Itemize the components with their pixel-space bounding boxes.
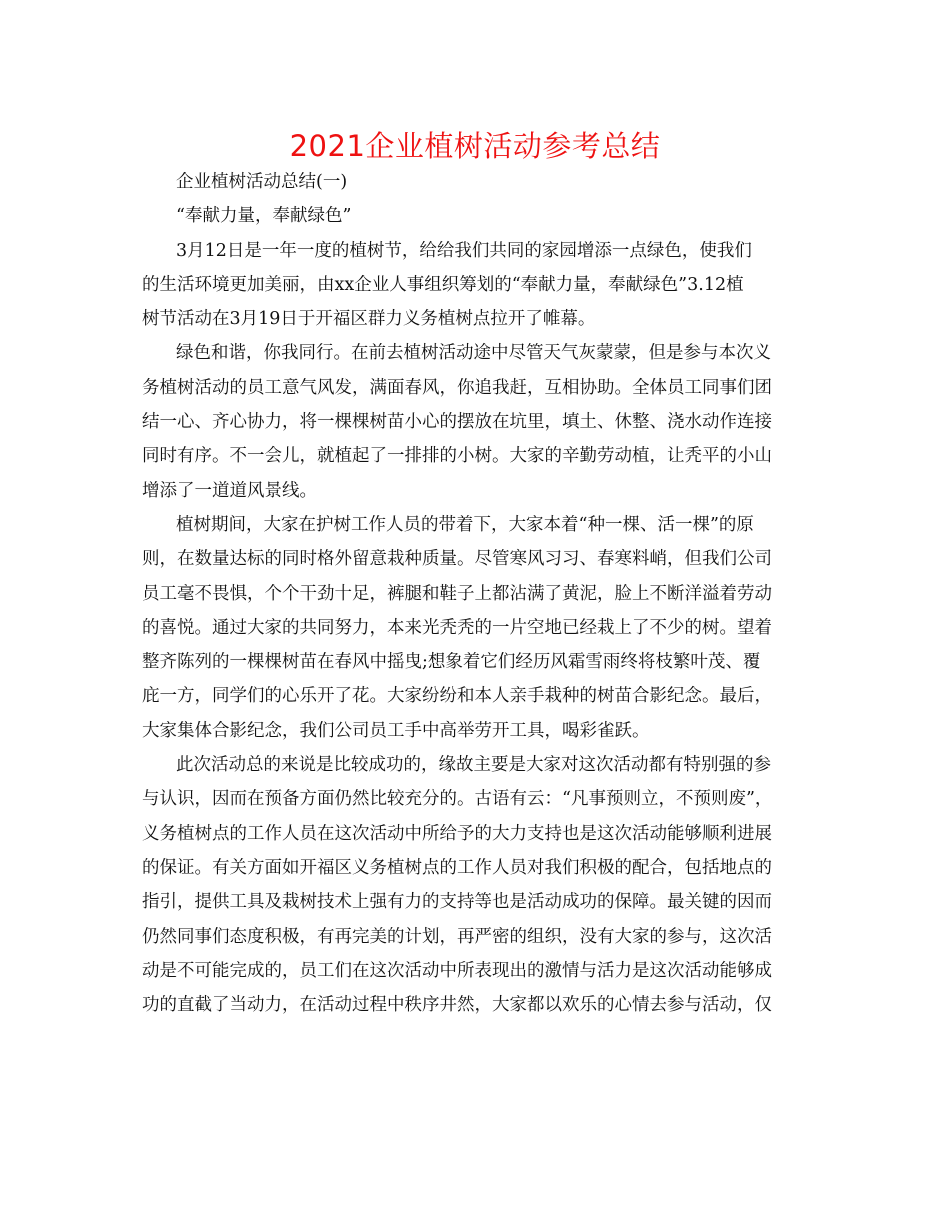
text-line: 企业植树活动总结(一) <box>176 172 348 192</box>
text-line: 同时有序。不一会儿，就植起了一排排的小树。大家的辛勤劳动植，让秃平的小山 <box>142 446 772 467</box>
document-title: 2021企业植树活动参考总结 <box>289 129 661 163</box>
text-line: 则，在数量达标的同时格外留意栽种质量。尽管寒风习习、春寒料峭，但我们公司 <box>142 549 772 570</box>
text-line: 的喜悦。通过大家的共同努力，本来光秃秃的一片空地已经栽上了不少的树。望着 <box>142 617 772 638</box>
text-line: “奉献力量，奉献绿色” <box>176 206 352 227</box>
text-line: 与认识，因而在预备方面仍然比较充分的。古语有云：“凡事预则立，不预则废”， <box>142 789 773 810</box>
text-line: 增添了一道道风景线。 <box>142 480 317 501</box>
text-line: 务植树活动的员工意气风发，满面春风，你追我赶，互相协助。全体员工同事们团 <box>142 377 772 398</box>
text-line: 树节活动在3月19日于开福区群力义务植树点拉开了帷幕。 <box>142 309 596 330</box>
text-line: 植树期间，大家在护树工作人员的带着下，大家本着“种一棵、活一棵”的原 <box>176 514 754 535</box>
text-line: 动是不可能完成的，员工们在这次活动中所表现出的激情与活力是这次活动能够成 <box>142 960 772 981</box>
document-body <box>142 165 812 1022</box>
text-line: 3月12日是一年一度的植树节，给给我们共同的家园增添一点绿色，使我们 <box>176 240 752 261</box>
text-line: 员工毫不畏惧，个个干劲十足，裤腿和鞋子上都沾满了黄泥，脸上不断洋溢着劳动 <box>142 583 772 604</box>
text-line: 功的直截了当动力，在活动过程中秩序井然，大家都以欢乐的心情去参与活动，仅 <box>142 995 772 1016</box>
text-line: 指引，提供工具及栽树技术上强有力的支持等也是活动成功的保障。最关键的因而 <box>142 892 772 913</box>
text-line: 的保证。有关方面如开福区义务植树点的工作人员对我们积极的配合，包括地点的 <box>142 857 772 878</box>
text-line: 大家集体合影纪念，我们公司员工手中高举劳开工具，喝彩雀跃。 <box>142 720 650 741</box>
text-line: 绿色和谐，你我同行。在前去植树活动途中尽管天气灰蒙蒙，但是参与本次义 <box>176 343 771 364</box>
text-line: 仍然同事们态度积极，有再完美的计划，再严密的组织，没有大家的参与，这次活 <box>142 926 772 947</box>
text-line: 结一心、齐心协力，将一棵棵树苗小心的摆放在坑里，填土、休整、浇水动作连接 <box>142 412 772 433</box>
text-line: 此次活动总的来说是比较成功的，缘故主要是大家对这次活动都有特别强的参 <box>176 755 771 776</box>
text-line: 义务植树点的工作人员在这次活动中所给予的大力支持也是这次活动能够顺利进展 <box>142 823 772 844</box>
text-line: 整齐陈列的一棵棵树苗在春风中摇曳;想象着它们经历风霜雪雨终将枝繁叶茂、覆 <box>142 652 761 673</box>
text-line: 庇一方，同学们的心乐开了花。大家纷纷和本人亲手栽种的树苗合影纪念。最后， <box>142 686 772 707</box>
text-line: 的生活环境更加美丽，由xx企业人事组织筹划的“奉献力量，奉献绿色”3.12植 <box>142 274 744 295</box>
